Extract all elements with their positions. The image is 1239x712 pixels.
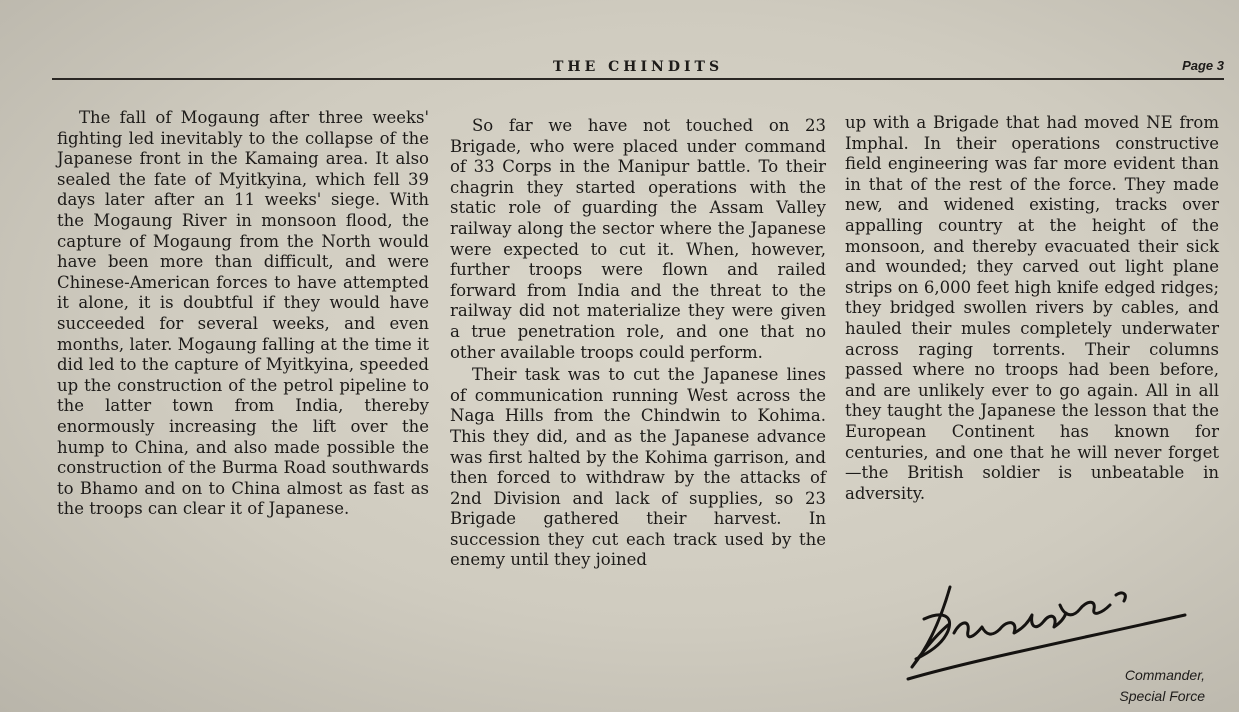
text-column-2 [450, 116, 826, 571]
paragraph: The fall of Mogaung after three weeks' fighting led inevitably to the collapse of the Japanese front in the Kamaing area. It also sealed the fate of Myitkyina, which fell 39 days later after an 11 weeks' siege. With the Mogaung River in monsoon flood, the capture of Mogaung from the North would have been more than difficult, and were Chinese-American forces to have attempted it alone, it is doubtful if they would have succeeded for several weeks, and even months, later. Mogaung falling at the time it did led to the capture of Myitkyina, speeded up the construction of the petrol pipeline to the latter town from India, thereby enormously increasing the lift over the hump to China, and also made possible the construction of the Burma Road southwards to Bhamo and on to China almost as fast as the troops can clear it of Japanese. [57, 108, 429, 519]
text-column-1 [57, 108, 429, 520]
header-rule [52, 78, 1224, 80]
paragraph: up with a Brigade that had moved NE from Imphal. In their operations constructive field engineering was far more evident than in that of the rest of the force. They made new, and widened existing, tracks over appalling country at the height of the monsoon, and thereby evacuated their sick and wounded; they carved out light plane strips on 6,000 feet high knife edged ridges; they bridged swollen rivers by cables, and hauled their mules completely underwater across raging torrents. Their columns passed where no troops had been before, and are unlikely ever to go again. All in all they taught the Japanese the lesson that the European Continent has known for centuries, and one that he will never forget—the British soldier is unbeatable in adversity. [845, 113, 1219, 503]
page-number: Page 3 [1182, 58, 1224, 73]
paragraph: So far we have not touched on 23 Brigade, who were placed under command of 33 Corps in the Manipur battle. To their chagrin they started operations with the static role of guarding the Assam Valley railway along the sector where the Japanese were expected to cut it. When, however, further troops were flown and railed forward from India and the threat to the railway did not materialize they were given a true penetration role, and one that no other available troops could perform. [450, 116, 826, 362]
paragraph: Their task was to cut the Japanese lines of communication running West across the Naga Hills from the Chindwin to Kohima. This they did, and as the Japanese advance was first halted by the Kohima garrison, and then forced to withdraw by the attacks of 2nd Division and lack of supplies, so 23 Brigade gathered their harvest. In succession they cut each track used by the enemy until they joined [450, 365, 826, 570]
page-header [52, 58, 1224, 80]
signature-unit: Special Force [1119, 688, 1205, 704]
text-column-3 [845, 113, 1219, 504]
signature-caption [1119, 665, 1205, 707]
running-title: THE CHINDITS [552, 59, 724, 75]
signature-role: Commander, [1124, 667, 1205, 683]
